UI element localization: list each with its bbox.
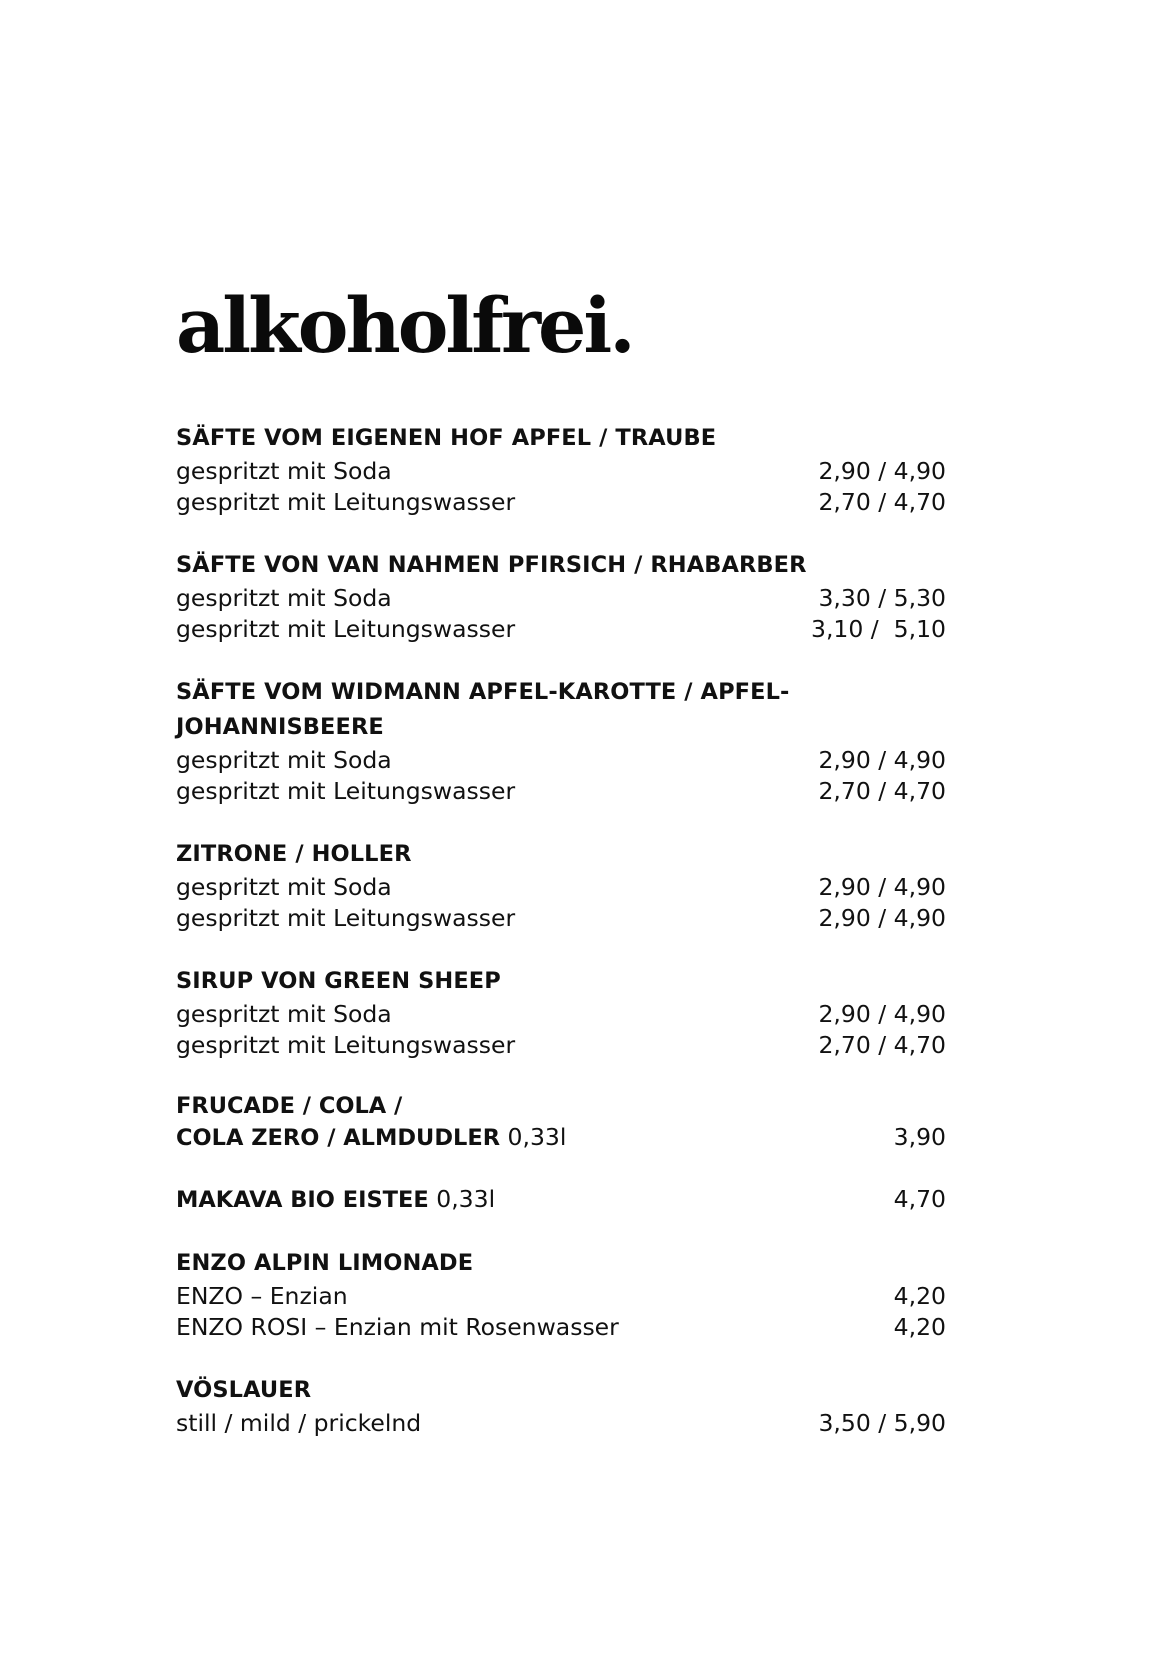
menu-section [176, 675, 946, 807]
menu-section [176, 1091, 946, 1154]
item-label: gespritzt mit Soda [176, 873, 392, 901]
item-label: gespritzt mit Soda [176, 457, 392, 485]
item-label: gespritzt mit Soda [176, 1000, 392, 1028]
menu-item [176, 999, 946, 1030]
menu-item [176, 1184, 946, 1216]
menu-item [176, 1281, 946, 1312]
menu-section [176, 837, 946, 934]
menu-item [176, 487, 946, 518]
drinks-menu [176, 421, 946, 1469]
item-label: ENZO ROSI – Enzian mit Rosenwasser [176, 1313, 619, 1341]
item-price: 3,30 / 5,30 [818, 584, 946, 612]
item-price: 3,10 / 5,10 [811, 615, 946, 643]
section-heading: SIRUP VON GREEN SHEEP [176, 968, 501, 994]
menu-section [176, 1184, 946, 1216]
menu-item [176, 745, 946, 776]
item-price: 2,90 / 4,90 [818, 904, 946, 932]
section-heading: FRUCADE / COLA / [176, 1093, 403, 1119]
page-title: alkoholfrei. [176, 281, 633, 370]
section-heading: JOHANNISBEERE [176, 714, 384, 740]
item-price: 2,70 / 4,70 [818, 1031, 946, 1059]
item-price: 2,90 / 4,90 [818, 457, 946, 485]
item-label [176, 1122, 566, 1154]
item-price: 3,50 / 5,90 [818, 1409, 946, 1437]
item-label: gespritzt mit Leitungswasser [176, 615, 516, 643]
item-label: gespritzt mit Leitungswasser [176, 904, 516, 932]
item-label [176, 1184, 495, 1216]
section-heading: MAKAVA BIO EISTEE [176, 1187, 429, 1213]
item-size: 0,33l [500, 1123, 567, 1151]
section-heading: SÄFTE VON VAN NAHMEN PFIRSICH / RHABARBER [176, 552, 807, 578]
item-label: gespritzt mit Leitungswasser [176, 777, 516, 805]
item-price: 2,70 / 4,70 [818, 777, 946, 805]
menu-section [176, 964, 946, 1061]
menu-item [176, 583, 946, 614]
item-label: gespritzt mit Leitungswasser [176, 1031, 516, 1059]
item-label: gespritzt mit Leitungswasser [176, 488, 516, 516]
item-price: 4,20 [893, 1313, 946, 1341]
item-price: 3,90 [893, 1123, 946, 1151]
menu-section [176, 421, 946, 518]
item-label: gespritzt mit Soda [176, 584, 392, 612]
menu-section [176, 1373, 946, 1439]
section-heading: SÄFTE VOM WIDMANN APFEL-KAROTTE / APFEL- [176, 679, 790, 705]
item-label: still / mild / prickelnd [176, 1409, 422, 1437]
menu-item [176, 1408, 946, 1439]
item-price: 2,90 / 4,90 [818, 1000, 946, 1028]
item-price: 2,70 / 4,70 [818, 488, 946, 516]
section-heading: ZITRONE / HOLLER [176, 841, 412, 867]
item-label: ENZO – Enzian [176, 1282, 348, 1310]
menu-item [176, 776, 946, 807]
section-heading: VÖSLAUER [176, 1377, 312, 1403]
menu-item [176, 1312, 946, 1343]
menu-item [176, 903, 946, 934]
item-price: 4,20 [893, 1282, 946, 1310]
section-heading: SÄFTE VOM EIGENEN HOF APFEL / TRAUBE [176, 425, 717, 451]
item-price: 2,90 / 4,90 [818, 873, 946, 901]
menu-section [176, 1246, 946, 1343]
menu-item [176, 1122, 946, 1154]
menu-item [176, 872, 946, 903]
menu-item [176, 456, 946, 487]
section-heading: ENZO ALPIN LIMONADE [176, 1250, 474, 1276]
menu-section [176, 548, 946, 645]
item-price: 2,90 / 4,90 [818, 746, 946, 774]
menu-item [176, 1030, 946, 1061]
menu-item [176, 614, 946, 645]
item-price: 4,70 [893, 1185, 946, 1213]
item-size: 0,33l [428, 1185, 496, 1213]
item-label: gespritzt mit Soda [176, 746, 392, 774]
section-heading: COLA ZERO / ALMDUDLER [176, 1125, 501, 1151]
